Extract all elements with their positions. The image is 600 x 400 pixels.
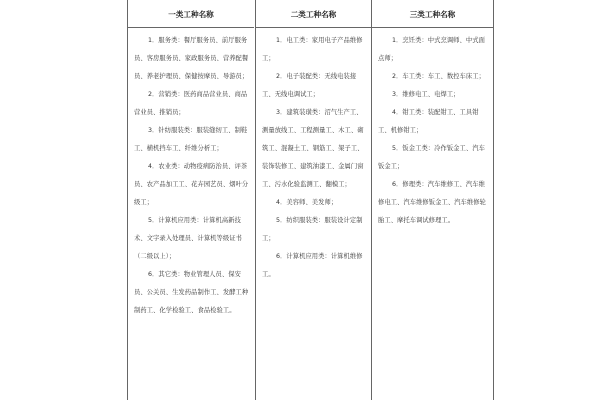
list-item: 2．营销类：医药商品营业员、商品营业员、推销员； [134, 91, 248, 116]
list-item: 5．钣金工类：冷作钣金工、汽车钣金工； [378, 145, 485, 170]
list-item: 6．修理类：汽车维修工、汽车维修电工、汽车维修钣金工、汽车维修轮胎工、摩托车调试修理工。 [378, 181, 486, 224]
list-item: 2．车工类：车工、数控车床工； [392, 73, 485, 80]
list-item: 3．针纺服装类：服装缝纫工、制鞋工、横机挡车工、纤维分析工； [134, 127, 248, 152]
item-list [378, 32, 489, 230]
header-divider [256, 27, 371, 28]
list-item: 1．服务类：餐厅服务员、前厅服务员、客房服务员、家政服务员、营养配餐员、养老护理员、保健按摩员、导游员； [134, 37, 249, 80]
list-item: 1．电工类：家用电子产品维修工； [262, 37, 363, 62]
list-item: 3．建筑装璜类：沼气生产工、测量放线工、工程测量工、木工、砌筑工、混凝土工、钢筋工、架子工、装饰装修工、建筑油漆工、金属门窗工、污水化验监测工、翻模工； [262, 109, 364, 188]
item-list [134, 32, 250, 320]
list-item: 4．钳工类：装配钳工、工具钳工、机修钳工； [378, 109, 479, 134]
item-list [262, 32, 367, 284]
column-category-1 [128, 0, 254, 400]
list-item: 3．维修电工、电焊工； [392, 91, 460, 98]
list-item: 6．其它类：物业管理人员、保安员、公关员、生发药品制作工、发酵工种制药工、化学检验工、食品检验工。 [134, 271, 249, 314]
list-item: 2．电子装配类：无线电装接工、无线电调试工； [262, 73, 357, 98]
list-item: 4．美容师、美发师； [276, 199, 338, 206]
list-item: 5．计算机应用类：计算机高新技术、文字录入处理员、计算机等级证书（二级以上）； [134, 217, 242, 260]
column-header: 一类工种名称 [168, 10, 214, 19]
job-category-table [127, 0, 494, 400]
list-item: 4．农业类：动物疫病防治员、评茶员、农产品加工工、花卉园艺员、烟叶分级工； [134, 163, 249, 206]
header-divider [128, 27, 254, 28]
list-item: 5．纺织服装类：服装设计定制工； [262, 217, 363, 242]
column-header: 三类工种名称 [409, 10, 456, 19]
list-item: 6．计算机应用类：计算机维修工。 [262, 253, 363, 278]
column-category-2 [255, 0, 371, 400]
column-header: 二类工种名称 [290, 10, 337, 19]
header-divider [372, 27, 493, 28]
column-category-3 [371, 0, 493, 400]
list-item: 1．烹饪类：中式烹调师、中式面点师； [378, 37, 485, 62]
